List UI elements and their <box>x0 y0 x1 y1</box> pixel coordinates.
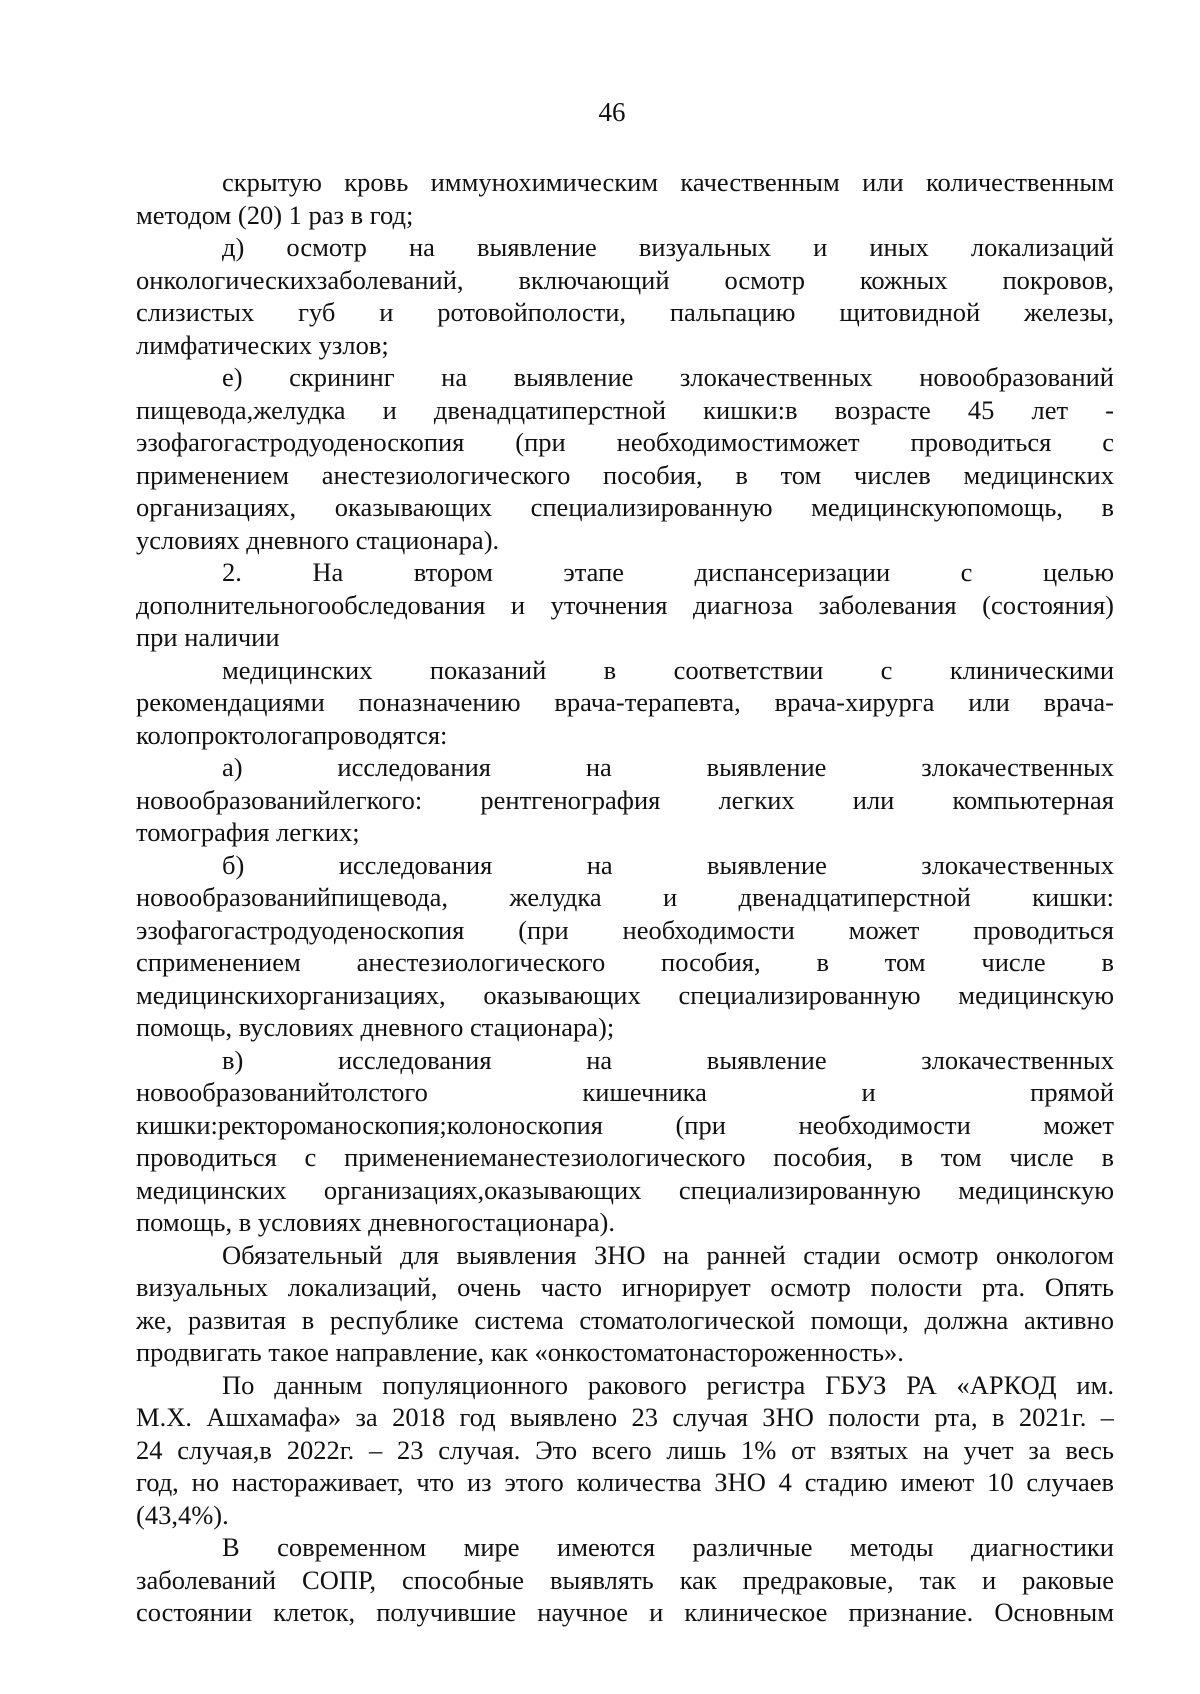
text-line: помощь, в условиях дневногостационара). <box>136 1207 616 1237</box>
text-line: медицинских показаний в соответствии с клиническими <box>222 654 1114 685</box>
text-line: год, но настораживает, что из этого количества ЗНО 4 стадию имеют 10 случаев <box>136 1467 1114 1497</box>
text-line: новообразованийпищевода, желудка и двенадцатиперстной кишки: <box>136 882 1114 912</box>
text-line: при наличии <box>136 622 280 652</box>
text-line: скрытую кровь иммунохимическим качественным или количественным <box>222 167 1114 197</box>
text-line: лимфатических узлов; <box>136 329 389 360</box>
text-line: онкологическихзаболеваний, включающий осмотр кожных покровов, <box>136 264 1114 295</box>
text-line: состоянии клеток, получившие научное и клиническое признание. Основным <box>136 1597 1114 1627</box>
text-line: рекомендациями поназначению врача-терапевта, врача-хирурга или врача- <box>136 687 1114 717</box>
text-line: сприменением анестезиологического пособия, в том числе в <box>136 947 1114 977</box>
text-line: В современном мире имеются различные методы диагностики <box>222 1532 1114 1562</box>
text-line: организациях, оказывающих специализированную медицинскуюпомощь, в <box>136 492 1114 522</box>
text-line: колопроктологапроводятся: <box>136 719 448 750</box>
page-number: 46 <box>598 97 626 127</box>
text-line: медицинских организациях,оказывающих специализированную медицинскую <box>136 1174 1114 1205</box>
text-line: эзофагогастродуоденоскопия (при необходимостиможет проводиться с <box>136 427 1114 457</box>
text-line: же, развитая в республике система стоматологической помощи, должна активно <box>136 1304 1114 1335</box>
text-line: а) исследования на выявление злокачественных <box>222 752 1114 782</box>
text-line: помощь, вусловиях дневного стационара); <box>136 1012 615 1042</box>
text-line: условиях дневного стационара). <box>136 524 500 555</box>
text-line: медицинскихорганизациях, оказывающих специализированную медицинскую <box>136 979 1114 1010</box>
text-line: пищевода,желудка и двенадцатиперстной кишки:в возрасте 45 лет - <box>136 394 1114 425</box>
text-line: заболеваний СОПР, способные выявлять как предраковые, так и раковые <box>136 1564 1114 1595</box>
text-line: (43,4%). <box>136 1499 229 1530</box>
text-line: кишки:ректороманоскопия;колоноскопия (при необходимости может <box>136 1109 1114 1140</box>
body-text <box>136 166 1114 1629</box>
text-line: д) осмотр на выявление визуальных и иных локализаций <box>222 232 1114 262</box>
text-line: в) исследования на выявление злокачественных <box>222 1044 1114 1075</box>
text-line: визуальных локализаций, очень часто игнорирует осмотр полости рта. Опять <box>136 1272 1114 1302</box>
text-line: 24 случая,в 2022г. – 23 случая. Это всего лишь 1% от взятых на учет за весь <box>136 1434 1114 1465</box>
text-line: проводиться с применениеманестезиологического пособия, в том числе в <box>136 1142 1114 1172</box>
text-line: продвигать такое направление, как «онкостоматонастороженность». <box>136 1337 904 1367</box>
text-line: По данным популяционного ракового регистра ГБУЗ РА «АРКОД им. <box>222 1369 1114 1400</box>
text-line: Обязательный для выявления ЗНО на ранней стадии осмотр онкологом <box>222 1239 1114 1270</box>
text-line: 2. На втором этапе диспансеризации с целью <box>222 557 1114 587</box>
text-line: новообразованийлегкого: рентгенография легких или компьютерная <box>136 784 1114 815</box>
text-line: методом (20) 1 раз в год; <box>136 199 414 230</box>
text-line: применением анестезиологического пособия, в том числев медицинских <box>136 459 1114 490</box>
text-line: дополнительногообследования и уточнения диагноза заболевания (состояния) <box>136 589 1114 620</box>
text-line: новообразованийтолстого кишечника и прямой <box>136 1077 1114 1107</box>
text-line: томография легких; <box>136 817 360 847</box>
text-line: б) исследования на выявление злокачественных <box>222 849 1114 880</box>
text-line: эзофагогастродуоденоскопия (при необходимости может проводиться <box>136 914 1114 945</box>
text-line: слизистых губ и ротовойполости, пальпацию щитовидной железы, <box>136 297 1114 327</box>
text-line: е) скрининг на выявление злокачественных новообразований <box>222 362 1114 392</box>
text-line: М.Х. Ашхамафа» за 2018 год выявлено 23 случая ЗНО полости рта, в 2021г. – <box>136 1402 1114 1432</box>
